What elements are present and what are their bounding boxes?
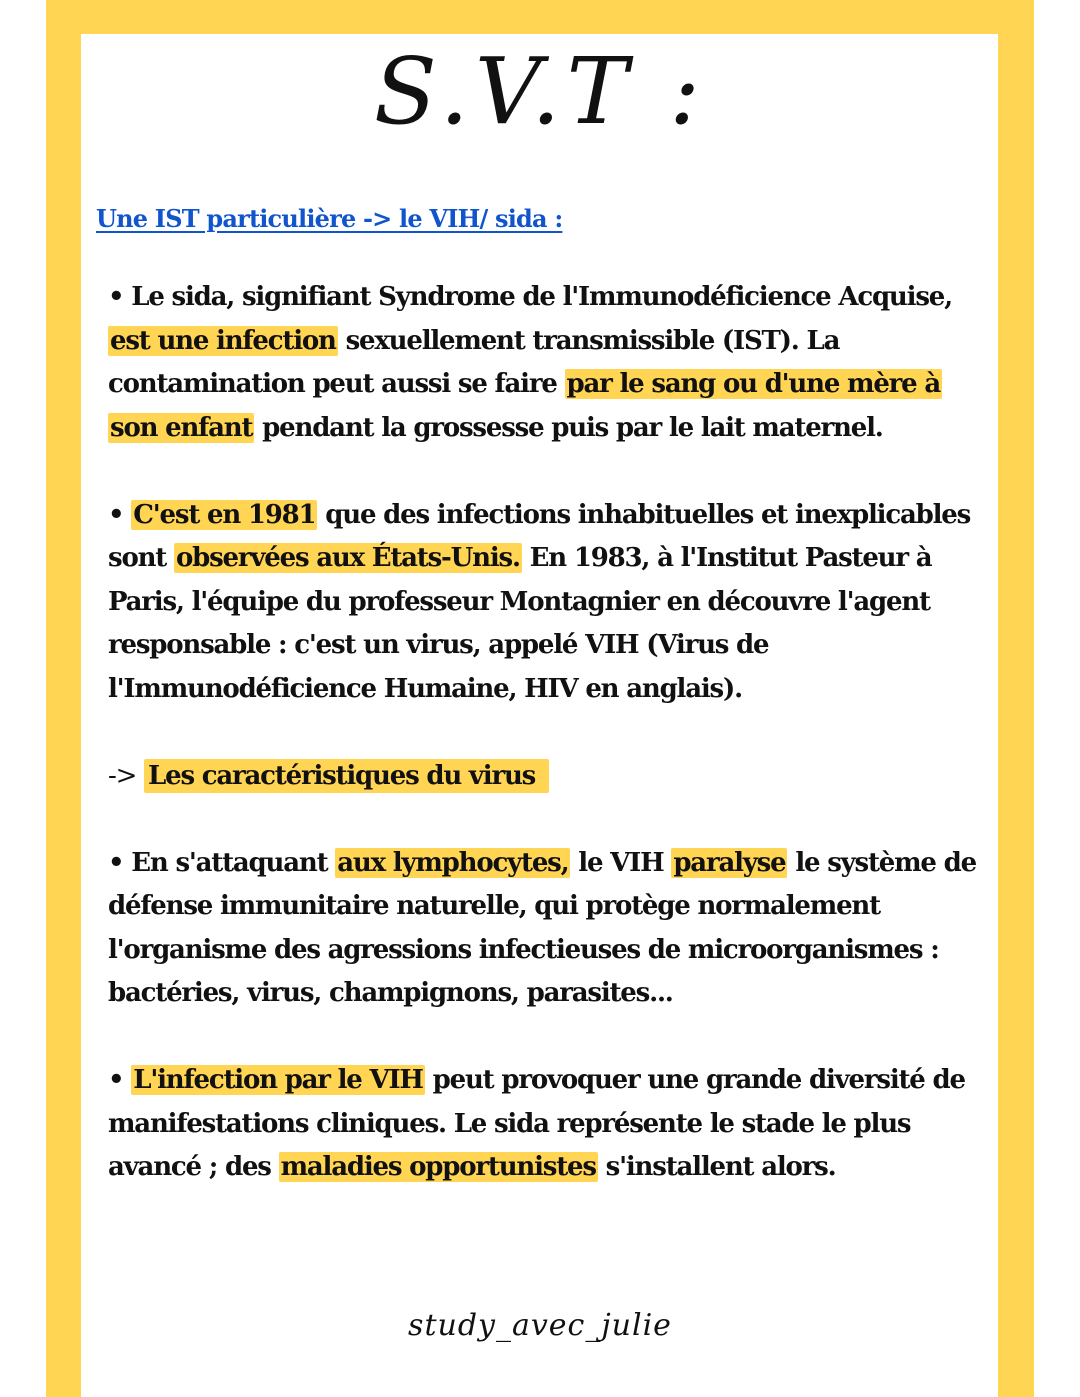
highlighted-text: paralyse <box>673 847 786 878</box>
highlighted-text: par le sang ou d'une mère à son enfant <box>110 369 941 443</box>
document-body <box>108 276 988 1190</box>
author-signature: study_avec_julie <box>408 1308 672 1343</box>
arrow-glyph: -> <box>108 760 137 791</box>
text-run: peut provoquer une grande diversité de manifestations cliniques. Le sida représente le stade le plus avancé ; des <box>108 1065 965 1182</box>
paragraph-lymphocytes <box>108 842 988 1016</box>
text-run: le VIH <box>570 847 672 878</box>
section-heading-text: Les caractéristiques du virus <box>144 759 549 793</box>
text-run: s'installent alors. <box>597 1152 836 1182</box>
highlighted-text: maladies opportunistes <box>280 1152 596 1182</box>
section-subtitle-link[interactable]: Une IST particulière -> le VIH/ sida : <box>96 204 563 233</box>
highlighted-text: L'infection par le VIH <box>133 1065 423 1095</box>
text-run: • <box>108 1065 132 1095</box>
highlighted-text: aux lymphocytes, <box>337 847 569 878</box>
text-run: pendant la grossesse puis par le lait maternel. <box>254 412 883 443</box>
highlighted-text: est une infection <box>110 325 336 356</box>
text-run: • Le sida, signifiant Syndrome de l'Immunodéficience Acquise, <box>108 282 952 312</box>
paragraph-history <box>108 494 988 712</box>
text-run: En 1983, à l'Institut Pasteur à Paris, l'équipe du professeur Montagnier en découvre l'agent responsable : c'est un virus, appelé VIH (Virus de l'Immunodéficience Humaine, HIV en anglais). <box>108 543 932 704</box>
highlighted-text: observées aux États-Unis. <box>175 543 520 573</box>
page-title: S.V.T : <box>373 38 707 145</box>
paragraph-clinical <box>108 1059 988 1190</box>
text-run: sexuellement transmissible (IST). La contamination peut aussi se faire <box>108 325 840 399</box>
section-heading <box>108 755 988 799</box>
text-run: • En s'attaquant <box>108 847 336 878</box>
text-run: le système de défense immunitaire naturelle, qui protège normalement l'organisme des agressions infectieuses de microorganismes : bactéries, virus, champignons, parasites... <box>108 847 976 1008</box>
paragraph-definition <box>108 276 988 450</box>
text-run: • <box>108 499 132 530</box>
text-run: que des infections inhabituelles et inexplicables sont <box>108 499 971 573</box>
highlighted-text: C'est en 1981 <box>133 499 316 530</box>
